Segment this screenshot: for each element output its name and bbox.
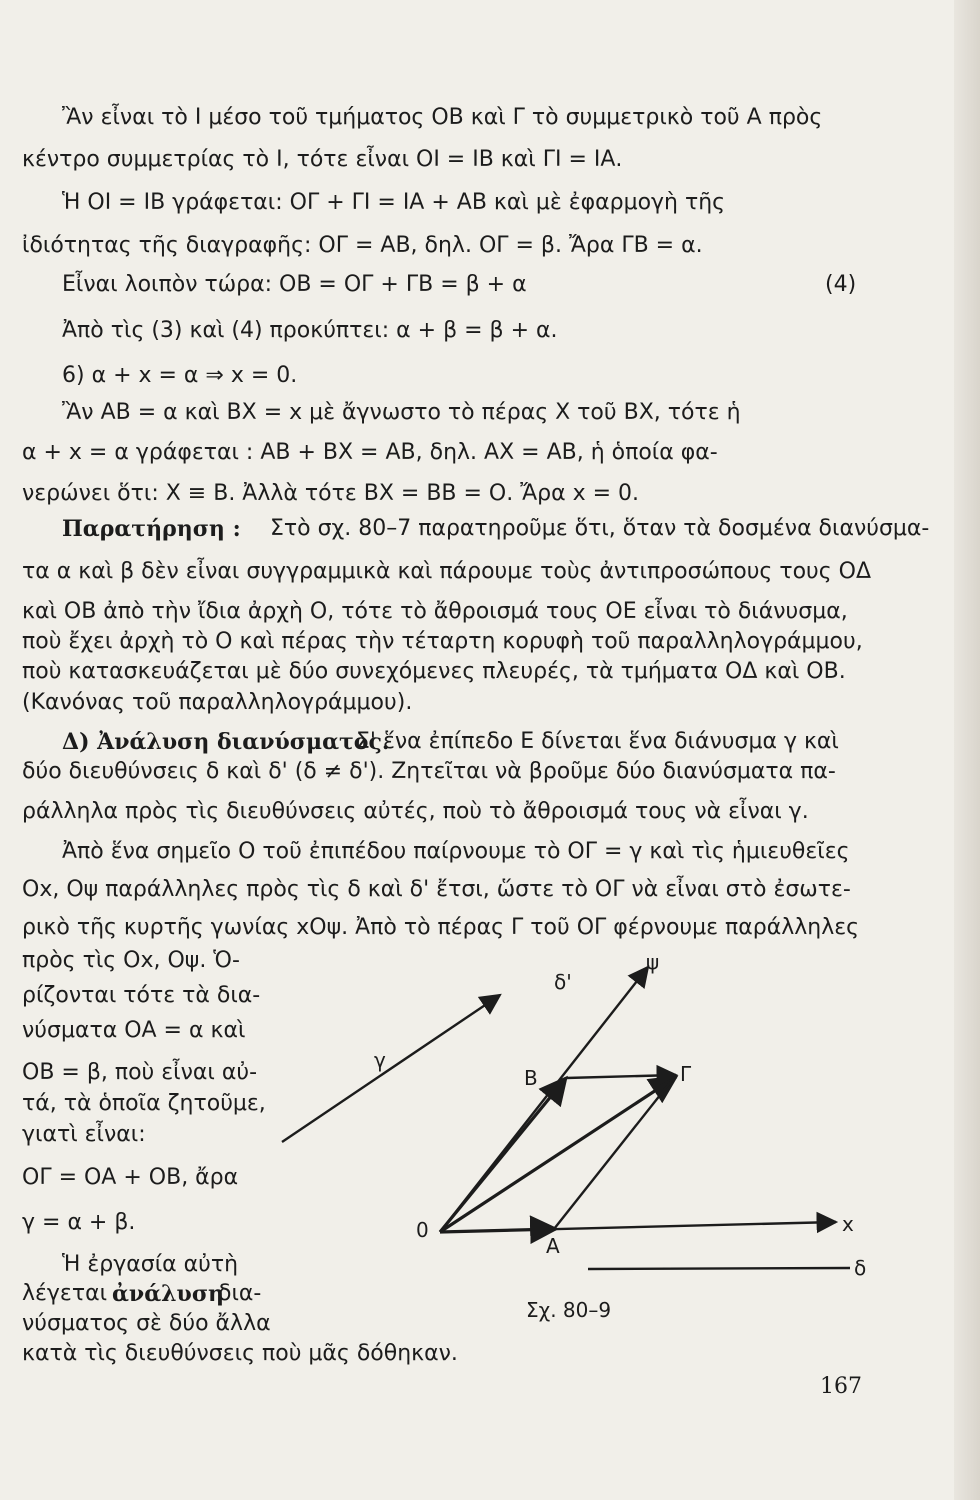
- lines-12: τα α καὶ β δὲν εἶναι συγγραμμικὰ καὶ πάρουμε τοὺς ἀντιπροσώπους τους ΟΔ: [22, 559, 872, 584]
- label-delta-prime: δ': [554, 970, 572, 994]
- lines-22: ρικὸ τῆς κυρτῆς γωνίας xΟψ. Ἀπὸ τὸ πέρας Γ τοῦ ΟΓ φέρνουμε παράλληλες: [22, 915, 860, 940]
- lines-8: Ἂν ΑΒ = α καὶ ΒΧ = x μὲ ἄγνωστο τὸ πέρας Χ τοῦ ΒΧ, τότε ἡ: [62, 400, 741, 425]
- vector-OG: [440, 1077, 676, 1232]
- lines-29: ΟΓ = ΟΑ + ΟΒ, ἄρα: [22, 1165, 239, 1190]
- lines-13: καὶ ΟΒ ἀπὸ τὴν ἴδια ἀρχὴ Ο, τότε τὸ ἄθροισμά τους ΟΕ εἶναι τὸ διάνυσμα,: [22, 599, 848, 624]
- lines-21: Οx, Οψ παράλληλες πρὸς τὶς δ καὶ δ' ἔτσι, ὥστε τὸ ΟΓ νὰ εἶναι στὸ ἐσωτε-: [22, 877, 851, 902]
- lines-5: (4): [825, 272, 857, 297]
- lines-1: κέντρο συμμετρίας τὸ Ι, τότε εἶναι ΟΙ = ΙΒ καὶ ΓΙ = ΙΑ.: [22, 147, 623, 172]
- lines-24: ρίζονται τότε τὰ δια-: [22, 983, 261, 1008]
- vector-OA: [440, 1229, 556, 1232]
- lines-30: γ = α + β.: [22, 1210, 136, 1235]
- lines-6: Ἀπὸ τὶς (3) καὶ (4) προκύπτει: α + β = β + α.: [62, 318, 558, 343]
- page-number: 167: [820, 1374, 862, 1399]
- vector-OB: [440, 1078, 566, 1232]
- label-x: x: [842, 1212, 854, 1236]
- lines-25: νύσματα ΟΑ = α καὶ: [22, 1018, 246, 1043]
- lines-2: Ἡ ΟΙ = ΙΒ γράφεται: ΟΓ + ΓΙ = ΙΑ + ΑΒ καὶ μὲ ἐφαρμογὴ τῆς: [62, 190, 726, 215]
- direction-delta: [588, 1268, 850, 1269]
- lines-18: δύο διευθύνσεις δ καὶ δ' (δ ≠ δ'). Ζητεῖται νὰ βροῦμε δύο διανύσματα πα-: [22, 759, 836, 784]
- bold_lines-2: ἀνάλυση: [112, 1281, 225, 1307]
- lines-33: δια-: [218, 1281, 262, 1306]
- vector-gamma-given: [282, 995, 500, 1142]
- lines-35: κατὰ τὶς διευθύνσεις ποὺ μᾶς δόθηκαν.: [22, 1341, 458, 1366]
- lines-7: 6) α + x = α ⇒ x = 0.: [62, 363, 298, 388]
- label-delta: δ: [854, 1256, 867, 1280]
- label-B: B: [524, 1066, 538, 1090]
- figure-vector-decomposition: [270, 945, 890, 1335]
- label-G: Γ: [680, 1062, 692, 1086]
- lines-15: ποὺ κατασκευάζεται μὲ δύο συνεχόμενες πλευρές, τὰ τμήματα ΟΔ καὶ ΟΒ.: [22, 659, 846, 684]
- lines-14: ποὺ ἔχει ἀρχὴ τὸ Ο καὶ πέρας τὴν τέταρτη κορυφὴ τοῦ παραλληλογράμμου,: [22, 629, 863, 654]
- lines-31: Ἡ ἐργασία αὐτὴ: [62, 1252, 239, 1277]
- lines-16: (Κανόνας τοῦ παραλληλογράμμου).: [22, 690, 413, 715]
- lines-0: Ἂν εἶναι τὸ Ι μέσο τοῦ τμήματος ΟΒ καὶ Γ τὸ συμμετρικὸ τοῦ Α πρὸς: [62, 105, 823, 130]
- lines-32: λέγεται: [22, 1281, 108, 1306]
- lines-4: Εἶναι λοιπὸν τώρα: ΟΒ = ΟΓ + ΓΒ = β + α: [62, 272, 527, 297]
- segment-AG: [554, 1075, 676, 1229]
- lines-9: α + x = α γράφεται : ΑΒ + ΒΧ = ΑΒ, δηλ. ΑΧ = ΑΒ, ἡ ὁποία φα-: [22, 440, 718, 465]
- lines-27: τά, τὰ ὁποῖα ζητοῦμε,: [22, 1091, 266, 1116]
- label-gamma: γ: [374, 1048, 386, 1072]
- bold_lines-0: Παρατήρηση :: [62, 516, 241, 542]
- lines-17: Σ' ἕνα ἐπίπεδο Ε δίνεται ἕνα διάνυσμα γ καὶ: [356, 729, 839, 754]
- lines-26: ΟΒ = β, ποὺ εἶναι αὐ-: [22, 1060, 258, 1085]
- figure-caption: Σχ. 80–9: [526, 1298, 612, 1322]
- lines-10: νερώνει ὅτι: Χ ≡ Β. Ἀλλὰ τότε ΒΧ = ΒΒ = Ο. Ἄρα x = 0.: [22, 481, 640, 506]
- lines-34: νύσματος σὲ δύο ἄλλα: [22, 1311, 271, 1336]
- label-A: A: [546, 1234, 560, 1258]
- lines-11: Στὸ σχ. 80–7 παρατηροῦμε ὅτι, ὅταν τὰ δοσμένα διανύσμα-: [270, 516, 930, 541]
- label-O: 0: [416, 1218, 429, 1242]
- lines-3: ἰδιότητας τῆς διαγραφῆς: ΟΓ = ΑΒ, δηλ. ΟΓ = β. Ἄρα ΓΒ = α.: [22, 233, 703, 258]
- segment-BG: [566, 1075, 676, 1078]
- lines-23: πρὸς τὶς Οx, Οψ. Ὁ-: [22, 948, 240, 973]
- lines-28: γιατὶ εἶναι:: [22, 1122, 146, 1147]
- lines-20: Ἀπὸ ἕνα σημεῖο Ο τοῦ ἐπιπέδου παίρνουμε τὸ ΟΓ = γ καὶ τὶς ἡμιευθεῖες: [62, 839, 850, 864]
- label-psi: ψ: [646, 950, 660, 974]
- page-spine-shadow: [954, 0, 980, 1500]
- lines-19: ράλληλα πρὸς τὶς διευθύνσεις αὐτές, ποὺ τὸ ἄθροισμά τους νὰ εἶναι γ.: [22, 799, 809, 824]
- bold_lines-1: Δ) Ἀνάλυση διανύσματος.: [62, 729, 390, 755]
